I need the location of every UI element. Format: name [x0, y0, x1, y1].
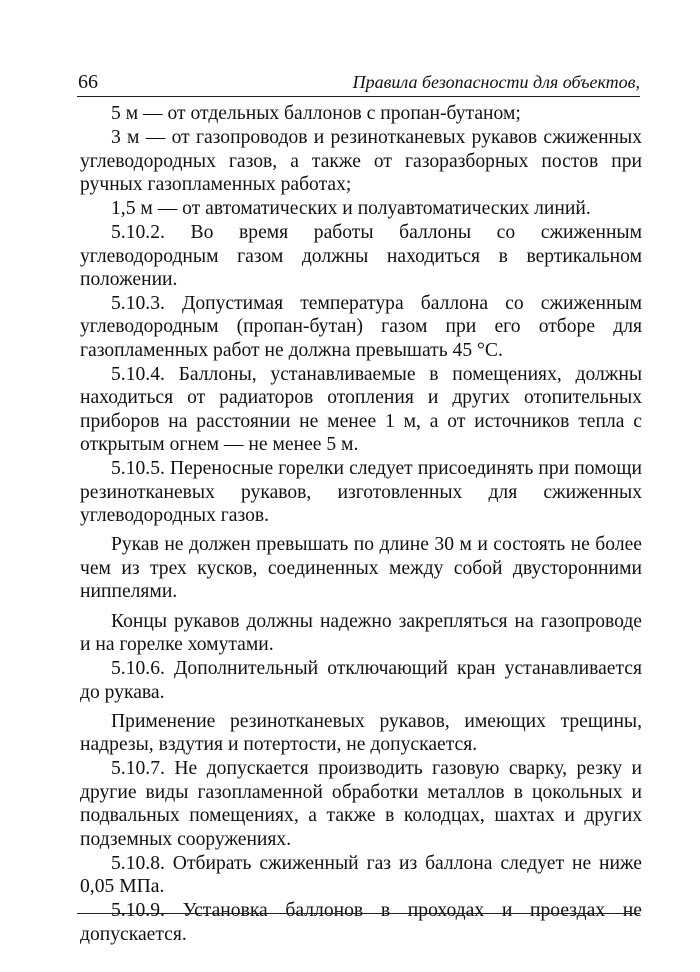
bottom-divider — [77, 913, 640, 914]
paragraph-5-10-7: 5.10.7. Не допускается производить газовую сварку, резку и другие виды газопламенной обработки металлов в цокольных и подвальных помещениях, а также в колодцах, шахтах и других подземных сооружениях. — [80, 758, 642, 850]
paragraph-5-10-2: 5.10.2. Во время работы баллоны со сжиженным углеводородным газом должны находиться в вертикальном положении. — [80, 222, 642, 290]
paragraph-distance-3m: 3 м — от газопроводов и резинотканевых рукавов сжиженных углеводородных газов, а также от газоразборных постов при ручных газопламенных работах; — [80, 127, 642, 195]
paragraph-hose-length: Рукав не должен превышать по длине 30 м и состоять не более чем из трех кусков, соединенных между собой двусторонними ниппелями. — [80, 534, 642, 603]
paragraph-hose-ends: Концы рукавов должны надежно закрепляться на газопроводе и на горелке хомутами. — [80, 610, 642, 656]
paragraph-5-10-3: 5.10.3. Допустимая температура баллона со сжиженным углеводородным (пропан-бутан) газом при его отборе для газопламенных работ не должна превышать 45 °С. — [80, 293, 642, 361]
page-body — [80, 102, 642, 947]
paragraph-5-10-6: 5.10.6. Дополнительный отключающий кран устанавливается до рукава. — [80, 658, 642, 703]
paragraph-5-10-8: 5.10.8. Отбирать сжиженный газ из баллона следует не ниже 0,05 МПа. — [80, 852, 642, 898]
page-header — [77, 68, 640, 97]
paragraph-5-10-4: 5.10.4. Баллоны, устанавливаемые в помещениях, должны находиться от радиаторов отопления и других отопительных приборов на расстоянии не менее 1 м, а от источников тепла с открытым огнем — не менее 5 м. — [80, 363, 642, 456]
paragraph-5-10-9: 5.10.9. Установка баллонов в проходах и проездах не допускается. — [80, 900, 642, 945]
page-number: 66 — [78, 71, 98, 93]
running-title: Правила безопасности для объектов, — [352, 72, 640, 92]
paragraph-distance-5m: 5 м — от отдельных баллонов с пропан-бутаном; — [111, 103, 521, 124]
paragraph-distance-1-5m: 1,5 м — от автоматических и полуавтоматических линий. — [111, 198, 591, 219]
paragraph-damaged-hoses: Применение резинотканевых рукавов, имеющих трещины, надрезы, вздутия и потертости, не допускается. — [80, 710, 642, 756]
paragraph-5-10-5: 5.10.5. Переносные горелки следует присоединять при помощи резинотканевых рукавов, изготовленных для сжиженных углеводородных газов. — [80, 458, 642, 527]
